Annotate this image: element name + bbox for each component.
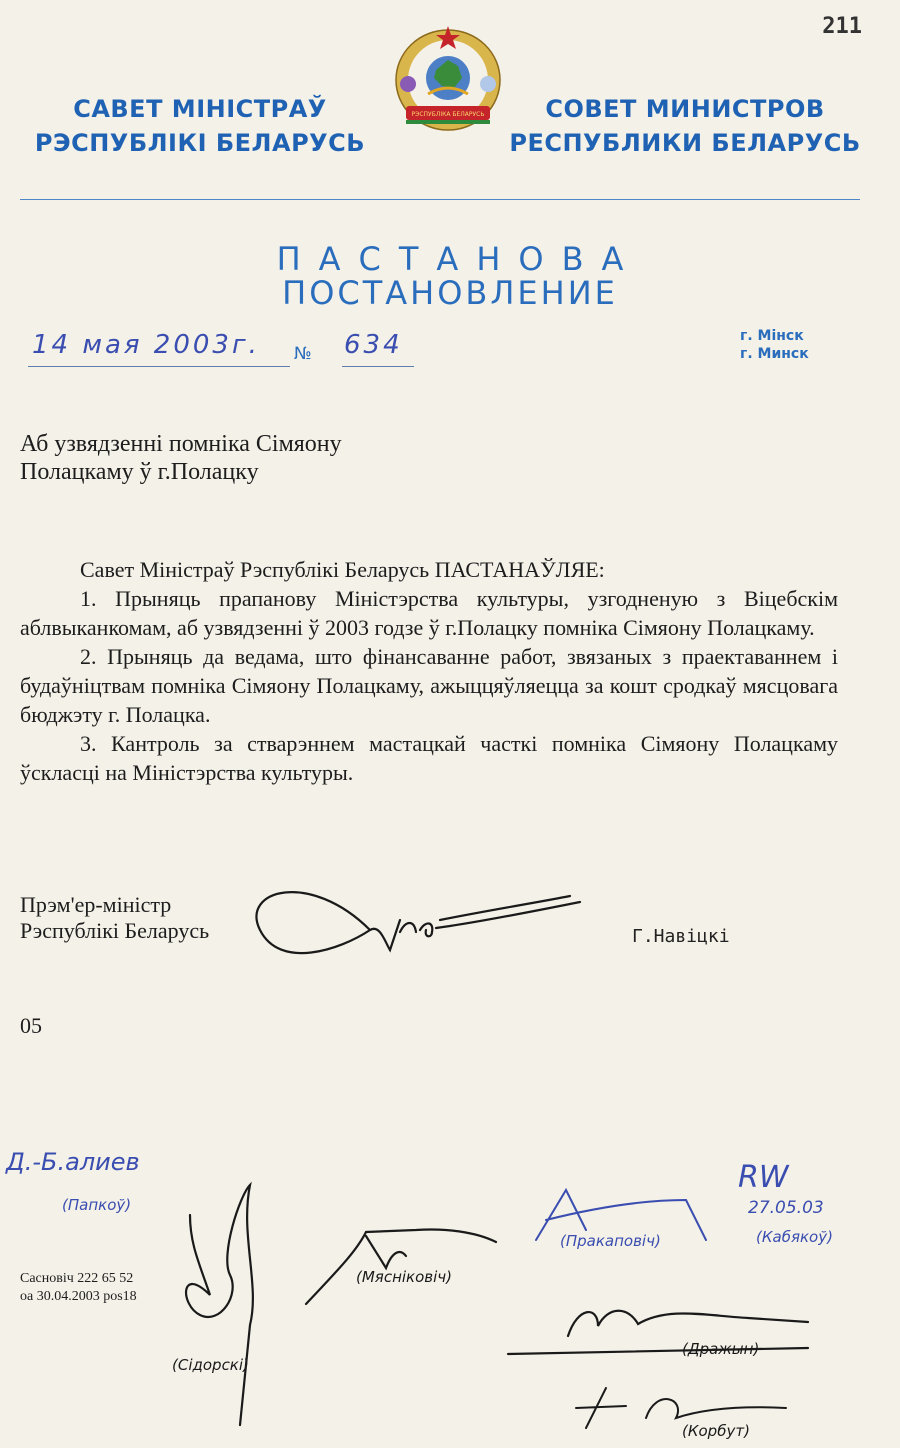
state-emblem (392, 22, 504, 132)
city-belarusian: г. Мінск (740, 328, 804, 344)
header-belarusian (20, 92, 380, 160)
number-sign: № (294, 344, 312, 364)
prime-minister-signature (250, 880, 590, 970)
city (740, 327, 809, 363)
signer-title (20, 892, 209, 944)
index-code: 05 (20, 1013, 42, 1038)
executor-line-1: Сасновіч 222 65 52 (20, 1271, 134, 1286)
visa-sidorski: (Сідорскі) (172, 1356, 249, 1374)
visa-paukou: (Папкоў) (62, 1196, 132, 1214)
document-number: 634 (344, 330, 403, 360)
document-type-russian: ПОСТАНОВЛЕНИЕ (282, 274, 618, 312)
header-belarusian-line-1: САВЕТ МІНІСТРАЎ (73, 95, 327, 123)
header-belarusian-line-2: РЭСПУБЛІКІ БЕЛАРУСЬ (34, 129, 366, 157)
page-number: 211 (822, 14, 862, 39)
signer-title-line-1: Прэм'ер-міністр (20, 892, 172, 917)
visa-korbut: (Корбут) (682, 1422, 750, 1440)
document-body (20, 555, 838, 787)
visa-kabyakou: (Кабякоў) (756, 1228, 833, 1246)
header-russian-line-1: СОВЕТ МИНИСТРОВ (545, 95, 825, 123)
city-russian: г. Минск (740, 346, 809, 362)
number-underline (342, 366, 414, 367)
note-topleft: Д.-Б.алиев (6, 1148, 140, 1176)
signer-name: Г.Навіцкі (632, 926, 730, 947)
document-title-line-2: Полацкаму ў г.Полацку (20, 459, 259, 485)
body-item-1: 1. Прыняць прапанову Міністэрства культуры, узгодненую з Віцебскім аблвыканкомам, аб узвядзенні ў 2003 годзе ў г.Полацку помніка Сімяону Полацкаму. (20, 586, 838, 640)
document-title-line-1: Аб узвядзенні помніка Сімяону (20, 431, 342, 457)
document-type-belarusian: ПАСТАНОВА (276, 240, 642, 278)
visa-myasnikovich: (Мясніковіч) (356, 1268, 452, 1286)
document-title (20, 430, 520, 486)
date-underline (28, 366, 290, 367)
body-preamble: Савет Міністраў Рэспублікі Беларусь ПАСТАНАЎЛЯЕ: (80, 557, 605, 582)
header-russian (500, 92, 870, 160)
visa-drazhin: (Дражын) (682, 1340, 760, 1358)
header-russian-line-2: РЕСПУБЛИКИ БЕЛАРУСЬ (509, 129, 861, 157)
signature-sidorski (180, 1175, 270, 1435)
visa-date: 27.05.03 (748, 1198, 824, 1218)
visa-initials: RW (738, 1160, 789, 1195)
body-item-3: 3. Кантроль за стварэннем мастацкай часткі помніка Сімяону Полацкаму ўскласці на Міністэрства культуры. (20, 731, 838, 785)
body-item-2: 2. Прыняць да ведама, што фінансаванне работ, звязаных з праектаваннем і будаўніцтвам помніка Сімяону Полацкаму, ажыццяўляецца за кошт сродкаў мясцовага бюджэту г. Полацка. (20, 644, 838, 727)
signature-myasnikovich (296, 1212, 516, 1312)
document-date: 14 мая 2003г. (32, 330, 260, 360)
emblem-ribbon-text: РЭСПУБЛІКА БЕЛАРУСЬ (411, 111, 485, 118)
executor-info (20, 1270, 137, 1306)
executor-line-2: оа 30.04.2003 pos18 (20, 1289, 137, 1304)
signature-drazhin (508, 1296, 828, 1366)
document-type (0, 242, 900, 310)
signer-title-line-2: Рэспублікі Беларусь (20, 918, 210, 943)
visa-prakapovich: (Пракаповіч) (560, 1232, 661, 1250)
header-divider (20, 199, 860, 200)
